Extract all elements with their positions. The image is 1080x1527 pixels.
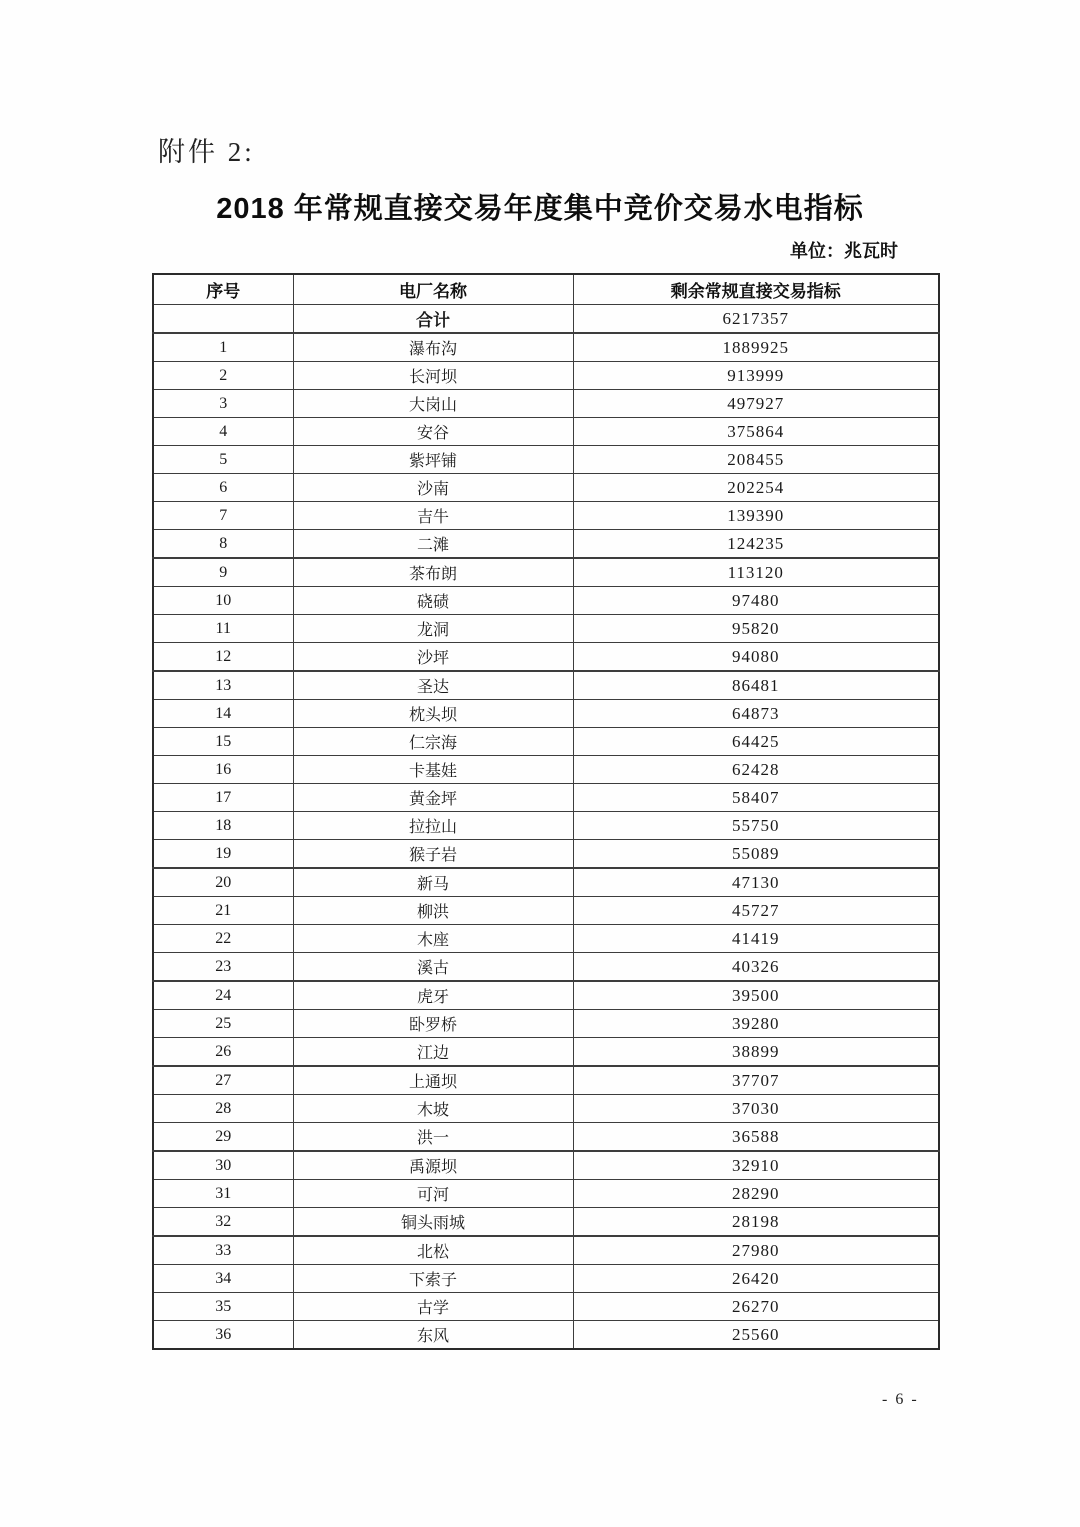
plant-name: 枕头坝	[293, 700, 573, 728]
total-row-no	[153, 305, 293, 334]
table-body	[153, 305, 939, 1350]
indicator-value: 94080	[573, 643, 939, 672]
plant-name: 二滩	[293, 530, 573, 559]
plant-name: 江边	[293, 1038, 573, 1067]
plant-name: 铜头雨城	[293, 1208, 573, 1237]
table-row	[153, 756, 939, 784]
plant-name: 可河	[293, 1180, 573, 1208]
table-row	[153, 1208, 939, 1237]
column-header-name: 电厂名称	[293, 274, 573, 305]
indicator-value: 27980	[573, 1236, 939, 1265]
indicator-value: 124235	[573, 530, 939, 559]
row-no: 11	[153, 615, 293, 643]
table-row	[153, 1038, 939, 1067]
indicator-value: 113120	[573, 558, 939, 587]
table-row	[153, 1010, 939, 1038]
plant-name: 新马	[293, 868, 573, 897]
indicator-value: 58407	[573, 784, 939, 812]
table-row	[153, 840, 939, 869]
table-row	[153, 587, 939, 615]
row-no: 19	[153, 840, 293, 869]
table-row	[153, 700, 939, 728]
indicator-value: 55750	[573, 812, 939, 840]
plant-name: 大岗山	[293, 390, 573, 418]
row-no: 36	[153, 1321, 293, 1350]
row-no: 13	[153, 671, 293, 700]
row-no: 35	[153, 1293, 293, 1321]
indicator-value: 37030	[573, 1095, 939, 1123]
row-no: 33	[153, 1236, 293, 1265]
row-no: 21	[153, 897, 293, 925]
table-row	[153, 953, 939, 982]
table-row	[153, 643, 939, 672]
plant-name: 东风	[293, 1321, 573, 1350]
table-row	[153, 981, 939, 1010]
indicator-value: 97480	[573, 587, 939, 615]
row-no: 32	[153, 1208, 293, 1237]
indicator-value: 28198	[573, 1208, 939, 1237]
plant-name: 木坡	[293, 1095, 573, 1123]
indicator-value: 64873	[573, 700, 939, 728]
plant-name: 卧罗桥	[293, 1010, 573, 1038]
row-no: 10	[153, 587, 293, 615]
indicator-value: 202254	[573, 474, 939, 502]
indicator-value: 55089	[573, 840, 939, 869]
row-no: 7	[153, 502, 293, 530]
indicator-value: 26270	[573, 1293, 939, 1321]
plant-name: 沙南	[293, 474, 573, 502]
page-title: 2018 年常规直接交易年度集中竞价交易水电指标	[216, 193, 864, 225]
plant-name: 茶布朗	[293, 558, 573, 587]
table-total-row	[153, 305, 939, 334]
plant-name: 硗碛	[293, 587, 573, 615]
plant-name: 上通坝	[293, 1066, 573, 1095]
row-no: 29	[153, 1123, 293, 1152]
indicator-value: 139390	[573, 502, 939, 530]
row-no: 2	[153, 362, 293, 390]
row-no: 27	[153, 1066, 293, 1095]
plant-name: 柳洪	[293, 897, 573, 925]
plant-name: 长河坝	[293, 362, 573, 390]
table-row	[153, 558, 939, 587]
indicator-value: 28290	[573, 1180, 939, 1208]
row-no: 8	[153, 530, 293, 559]
plant-name: 猴子岩	[293, 840, 573, 869]
table-row	[153, 1265, 939, 1293]
table-row	[153, 530, 939, 559]
row-no: 28	[153, 1095, 293, 1123]
row-no: 20	[153, 868, 293, 897]
table-row	[153, 362, 939, 390]
table-row	[153, 897, 939, 925]
indicator-value: 913999	[573, 362, 939, 390]
table-row	[153, 1321, 939, 1350]
indicator-value: 208455	[573, 446, 939, 474]
table-row	[153, 1151, 939, 1180]
plant-name: 仁宗海	[293, 728, 573, 756]
indicator-value: 32910	[573, 1151, 939, 1180]
indicator-value: 39500	[573, 981, 939, 1010]
indicator-value: 47130	[573, 868, 939, 897]
table-row	[153, 446, 939, 474]
table-header-row	[153, 274, 939, 305]
plant-name: 洪一	[293, 1123, 573, 1152]
hydropower-indicator-table	[152, 273, 940, 1350]
row-no: 1	[153, 333, 293, 362]
row-no: 16	[153, 756, 293, 784]
plant-name: 禹源坝	[293, 1151, 573, 1180]
indicator-value: 40326	[573, 953, 939, 982]
indicator-value: 95820	[573, 615, 939, 643]
row-no: 3	[153, 390, 293, 418]
indicator-value: 64425	[573, 728, 939, 756]
row-no: 14	[153, 700, 293, 728]
plant-name: 北松	[293, 1236, 573, 1265]
table-row	[153, 812, 939, 840]
table-row	[153, 333, 939, 362]
indicator-value: 41419	[573, 925, 939, 953]
plant-name: 溪古	[293, 953, 573, 982]
table-row	[153, 615, 939, 643]
row-no: 22	[153, 925, 293, 953]
indicator-value: 26420	[573, 1265, 939, 1293]
plant-name: 拉拉山	[293, 812, 573, 840]
row-no: 23	[153, 953, 293, 982]
attachment-label: 附件 2:	[158, 137, 255, 167]
total-row-name: 合计	[293, 305, 573, 334]
table-row	[153, 1180, 939, 1208]
column-header-value: 剩余常规直接交易指标	[573, 274, 939, 305]
table-row	[153, 502, 939, 530]
table-row	[153, 728, 939, 756]
plant-name: 圣达	[293, 671, 573, 700]
table-row	[153, 925, 939, 953]
indicator-value: 38899	[573, 1038, 939, 1067]
plant-name: 安谷	[293, 418, 573, 446]
indicator-value: 375864	[573, 418, 939, 446]
plant-name: 紫坪铺	[293, 446, 573, 474]
plant-name: 卡基娃	[293, 756, 573, 784]
indicator-value: 36588	[573, 1123, 939, 1152]
plant-name: 木座	[293, 925, 573, 953]
row-no: 31	[153, 1180, 293, 1208]
table-row	[153, 1123, 939, 1152]
indicator-value: 86481	[573, 671, 939, 700]
indicator-value: 62428	[573, 756, 939, 784]
row-no: 15	[153, 728, 293, 756]
indicator-value: 1889925	[573, 333, 939, 362]
row-no: 26	[153, 1038, 293, 1067]
row-no: 12	[153, 643, 293, 672]
table-row	[153, 1293, 939, 1321]
row-no: 25	[153, 1010, 293, 1038]
indicator-value: 497927	[573, 390, 939, 418]
indicator-value: 39280	[573, 1010, 939, 1038]
row-no: 5	[153, 446, 293, 474]
row-no: 6	[153, 474, 293, 502]
row-no: 34	[153, 1265, 293, 1293]
plant-name: 沙坪	[293, 643, 573, 672]
table-row	[153, 671, 939, 700]
table-row	[153, 1066, 939, 1095]
row-no: 18	[153, 812, 293, 840]
table-row	[153, 418, 939, 446]
plant-name: 龙洞	[293, 615, 573, 643]
table-row	[153, 474, 939, 502]
table-row	[153, 1095, 939, 1123]
table-row	[153, 868, 939, 897]
table-row	[153, 390, 939, 418]
page-number: - 6 -	[882, 1391, 919, 1408]
table-row	[153, 784, 939, 812]
indicator-value: 25560	[573, 1321, 939, 1350]
indicator-value: 37707	[573, 1066, 939, 1095]
plant-name: 吉牛	[293, 502, 573, 530]
table-header	[153, 274, 939, 305]
plant-name: 古学	[293, 1293, 573, 1321]
indicator-value: 45727	[573, 897, 939, 925]
row-no: 24	[153, 981, 293, 1010]
plant-name: 瀑布沟	[293, 333, 573, 362]
row-no: 9	[153, 558, 293, 587]
plant-name: 下索子	[293, 1265, 573, 1293]
row-no: 17	[153, 784, 293, 812]
row-no: 30	[153, 1151, 293, 1180]
table-row	[153, 1236, 939, 1265]
plant-name: 黄金坪	[293, 784, 573, 812]
total-row-value: 6217357	[573, 305, 939, 334]
row-no: 4	[153, 418, 293, 446]
column-header-no: 序号	[153, 274, 293, 305]
unit-label: 单位：兆瓦时	[790, 241, 898, 261]
plant-name: 虎牙	[293, 981, 573, 1010]
